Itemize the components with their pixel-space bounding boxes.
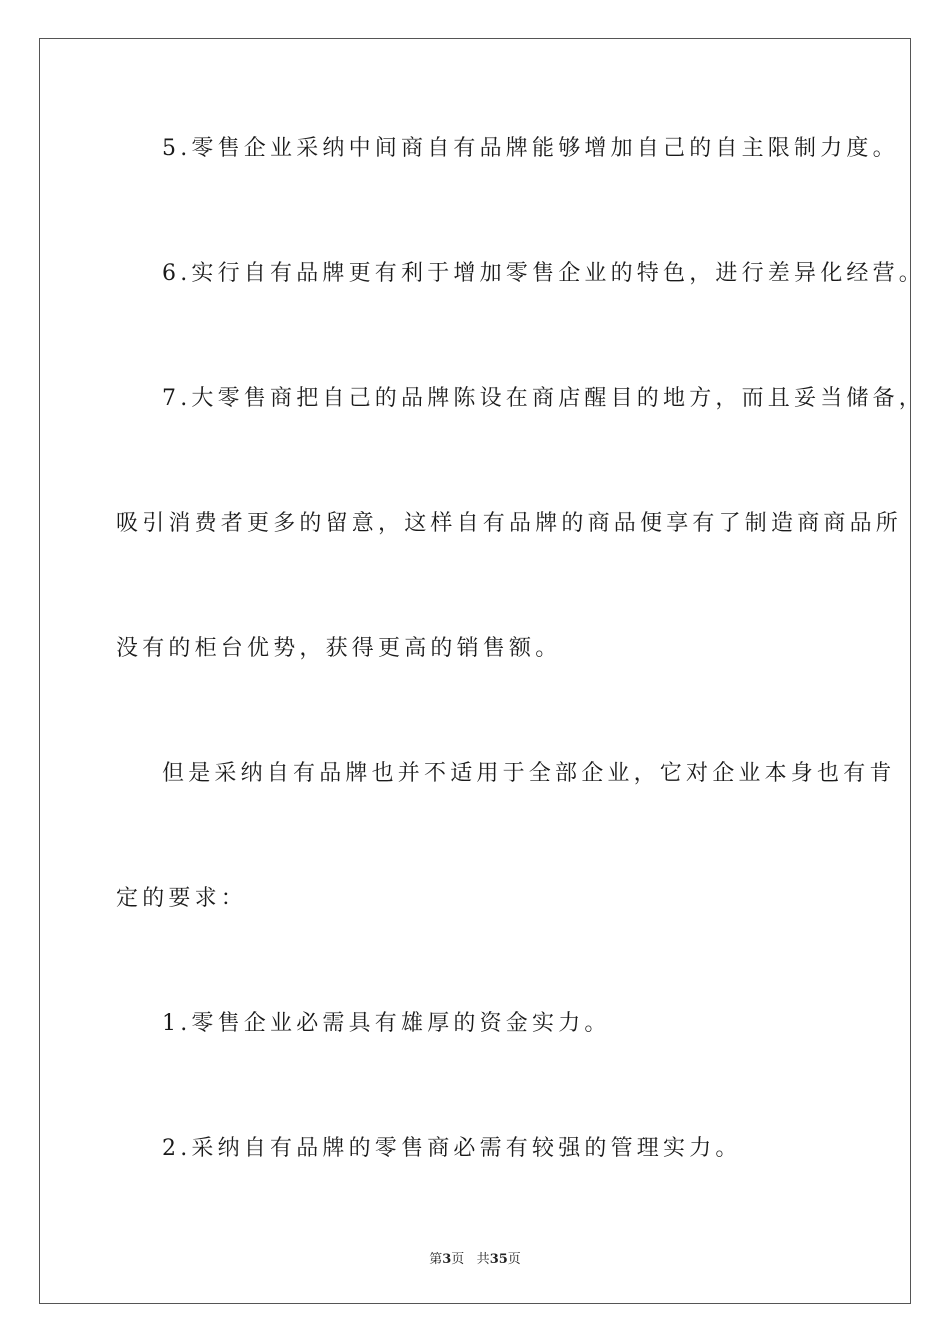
paragraph-line-3: 7.大零售商把自己的品牌陈设在商店醒目的地方，而且妥当储备， xyxy=(162,386,925,411)
footer-total-suffix: 页 xyxy=(507,1252,521,1267)
page-footer xyxy=(0,1248,950,1267)
paragraph-line-1: 5.零售企业采纳中间商自有品牌能够增加自己的自主限制力度。 xyxy=(162,136,899,161)
page-border xyxy=(39,38,911,1304)
footer-page-number: 3 xyxy=(442,1252,452,1267)
paragraph-line-5: 没有的柜台优势，获得更高的销售额。 xyxy=(116,636,562,661)
footer-total-pages: 35 xyxy=(489,1252,508,1267)
paragraph-line-6: 但是采纳自有品牌也并不适用于全部企业，它对企业本身也有肯 xyxy=(162,761,896,786)
footer-page-suffix: 页 xyxy=(451,1252,465,1267)
paragraph-line-9: 2.采纳自有品牌的零售商必需有较强的管理实力。 xyxy=(162,1136,742,1161)
paragraph-line-4: 吸引消费者更多的留意，这样自有品牌的商品便享有了制造商商品所 xyxy=(116,511,903,536)
footer-page-prefix: 第 xyxy=(429,1252,443,1267)
paragraph-line-7: 定的要求： xyxy=(116,886,248,911)
paragraph-line-2: 6.实行自有品牌更有利于增加零售企业的特色，进行差异化经营。 xyxy=(162,261,925,286)
paragraph-line-8: 1.零售企业必需具有雄厚的资金实力。 xyxy=(162,1011,611,1036)
footer-total-prefix: 共 xyxy=(476,1252,490,1267)
